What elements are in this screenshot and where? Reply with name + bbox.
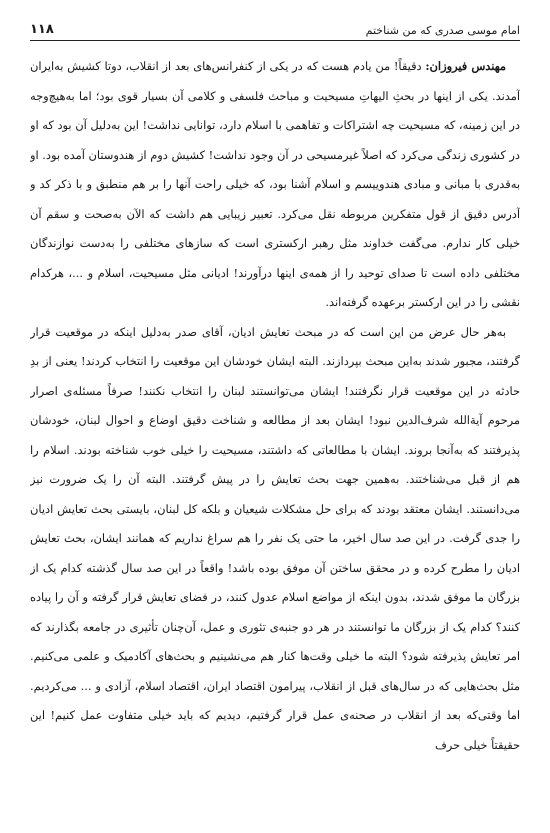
- speaker-name: مهندس فیروزان:: [425, 59, 506, 73]
- paragraph-2: به‌هر حال عرض من این است که در مبحث تعایش ادیان، آقای صدر به‌دلیل اینکه در موقعیت قرار گرفتند، مجبور شدند به‌این مبحث بپردازند. البته ایشان خودشان این موقعیت را انتخاب کردند! یعنی از بدِ حادثه در این موقعیت قرار نگرفتند! ایشان می‌توانستند لبنان را انتخاب نکنند! صرفاً مسئله‌ی اصرار مرحوم آیة‌الله شرف‌الدین نبود! ایشان بعد از مطالعه و شناخت دقیق اوضاع و احوال لبنان، خودشان پذیرفتند که به‌آنجا بروند. ایشان با مطالعاتی که داشتند، مسیحیت را خیلی خوب شناخته بودند. اسلام را هم از قبل می‌شناختند. به‌همین جهت بحث تعایش را در پیش گرفتند. البته آن را یک ضرورت نیز می‌دانستند. ایشان معتقد بودند که برای حل مشکلات شیعیان و بلکه کل لبنان، بایستی بحث تعایش ادیان را جدی گرفت. در این صد سال اخیر، ما حتی یک نفر را هم سراغ نداریم که همانند ایشان، بحث تعایش ادیان را مطرح کرده و در محقق ساختن آن موفق بوده باشد! واقعاً در این صد سال گذشته کدام یک از بزرگان ما موفق شدند، بدون اینکه از مواضع اسلام عدول کنند، در فضای تعایش قرار گرفته و آن را پیاده کنند؟ کدام یک از بزرگان ما توانستند در هر دو جنبه‌ی تئوری و عمل، آن‌چنان تأثیری در جامعه بگذارند که امر تعایش پذیرفته شود؟ البته ما خیلی وقت‌ها کنار هم می‌نشینیم و بحث‌های آکادمیک و علمی می‌کنیم. مثل بحث‌هایی که در سال‌های قبل از انقلاب، پیرامون اقتصاد ایران، اقتصاد اسلام، آزادی و ... می‌کردیم. اما وقتی‌که بعد از انقلاب در صحنه‌ی عمل قرار گرفتیم، دیدیم که باید خیلی متفاوت عمل کنیم! این حقیقتاً خیلی حرف: [30, 324, 520, 752]
- page-number: ۱۱۸: [30, 22, 54, 37]
- paragraph-1-text: دقیقاً! من یادم هست که در یکی از کنفرانس‌های بعد از انقلاب، دوتا کشیش به‌ایران آمدند. یکی از اینها در بحثِ الیهاتِ مسیحیت و مباحث فلسفی و کلامی آن بسیار قوی بود؛ اما به‌هیچ‌وجه در این زمینه، که مسیحیت چه اشتراکات و تفاهمی با اسلام دارد، توانایی نداشت! این به‌دلیل آن بود که او در کشوری زندگی می‌کرد که اصلاً غیرمسیحی در آن وجود نداشت! کشیش دوم از هندوستان آمده بود. او به‌قدری با مبانی و مبادی هندوییسم و اسلام آشنا بود، که خیلی راحت آنها را بر هم منطبق و با ذکر کد و آدرس دقیق از قول متفکرین مربوطه نقل می‌کرد. تعبیر زیبایی هم داشت که الآن به‌صحت و سقم آن خیلی کار ندارم. می‌گفت خداوند مثل رهبر ارکستری است که سازهای مختلفی را به‌دست نوازندگان مختلفی داده است تا صدای توحید را از همه‌ی اینها درآورند! ادیانی مثل مسیحیت، اسلام و ...، هرکدام نقشی را در این ارکستر برعهده گرفته‌اند.: [30, 59, 520, 309]
- page-body: [30, 52, 520, 821]
- paragraph-1: [30, 52, 520, 318]
- running-title: امام موسی صدری که من شناختم: [365, 24, 520, 37]
- page-header: [30, 18, 520, 41]
